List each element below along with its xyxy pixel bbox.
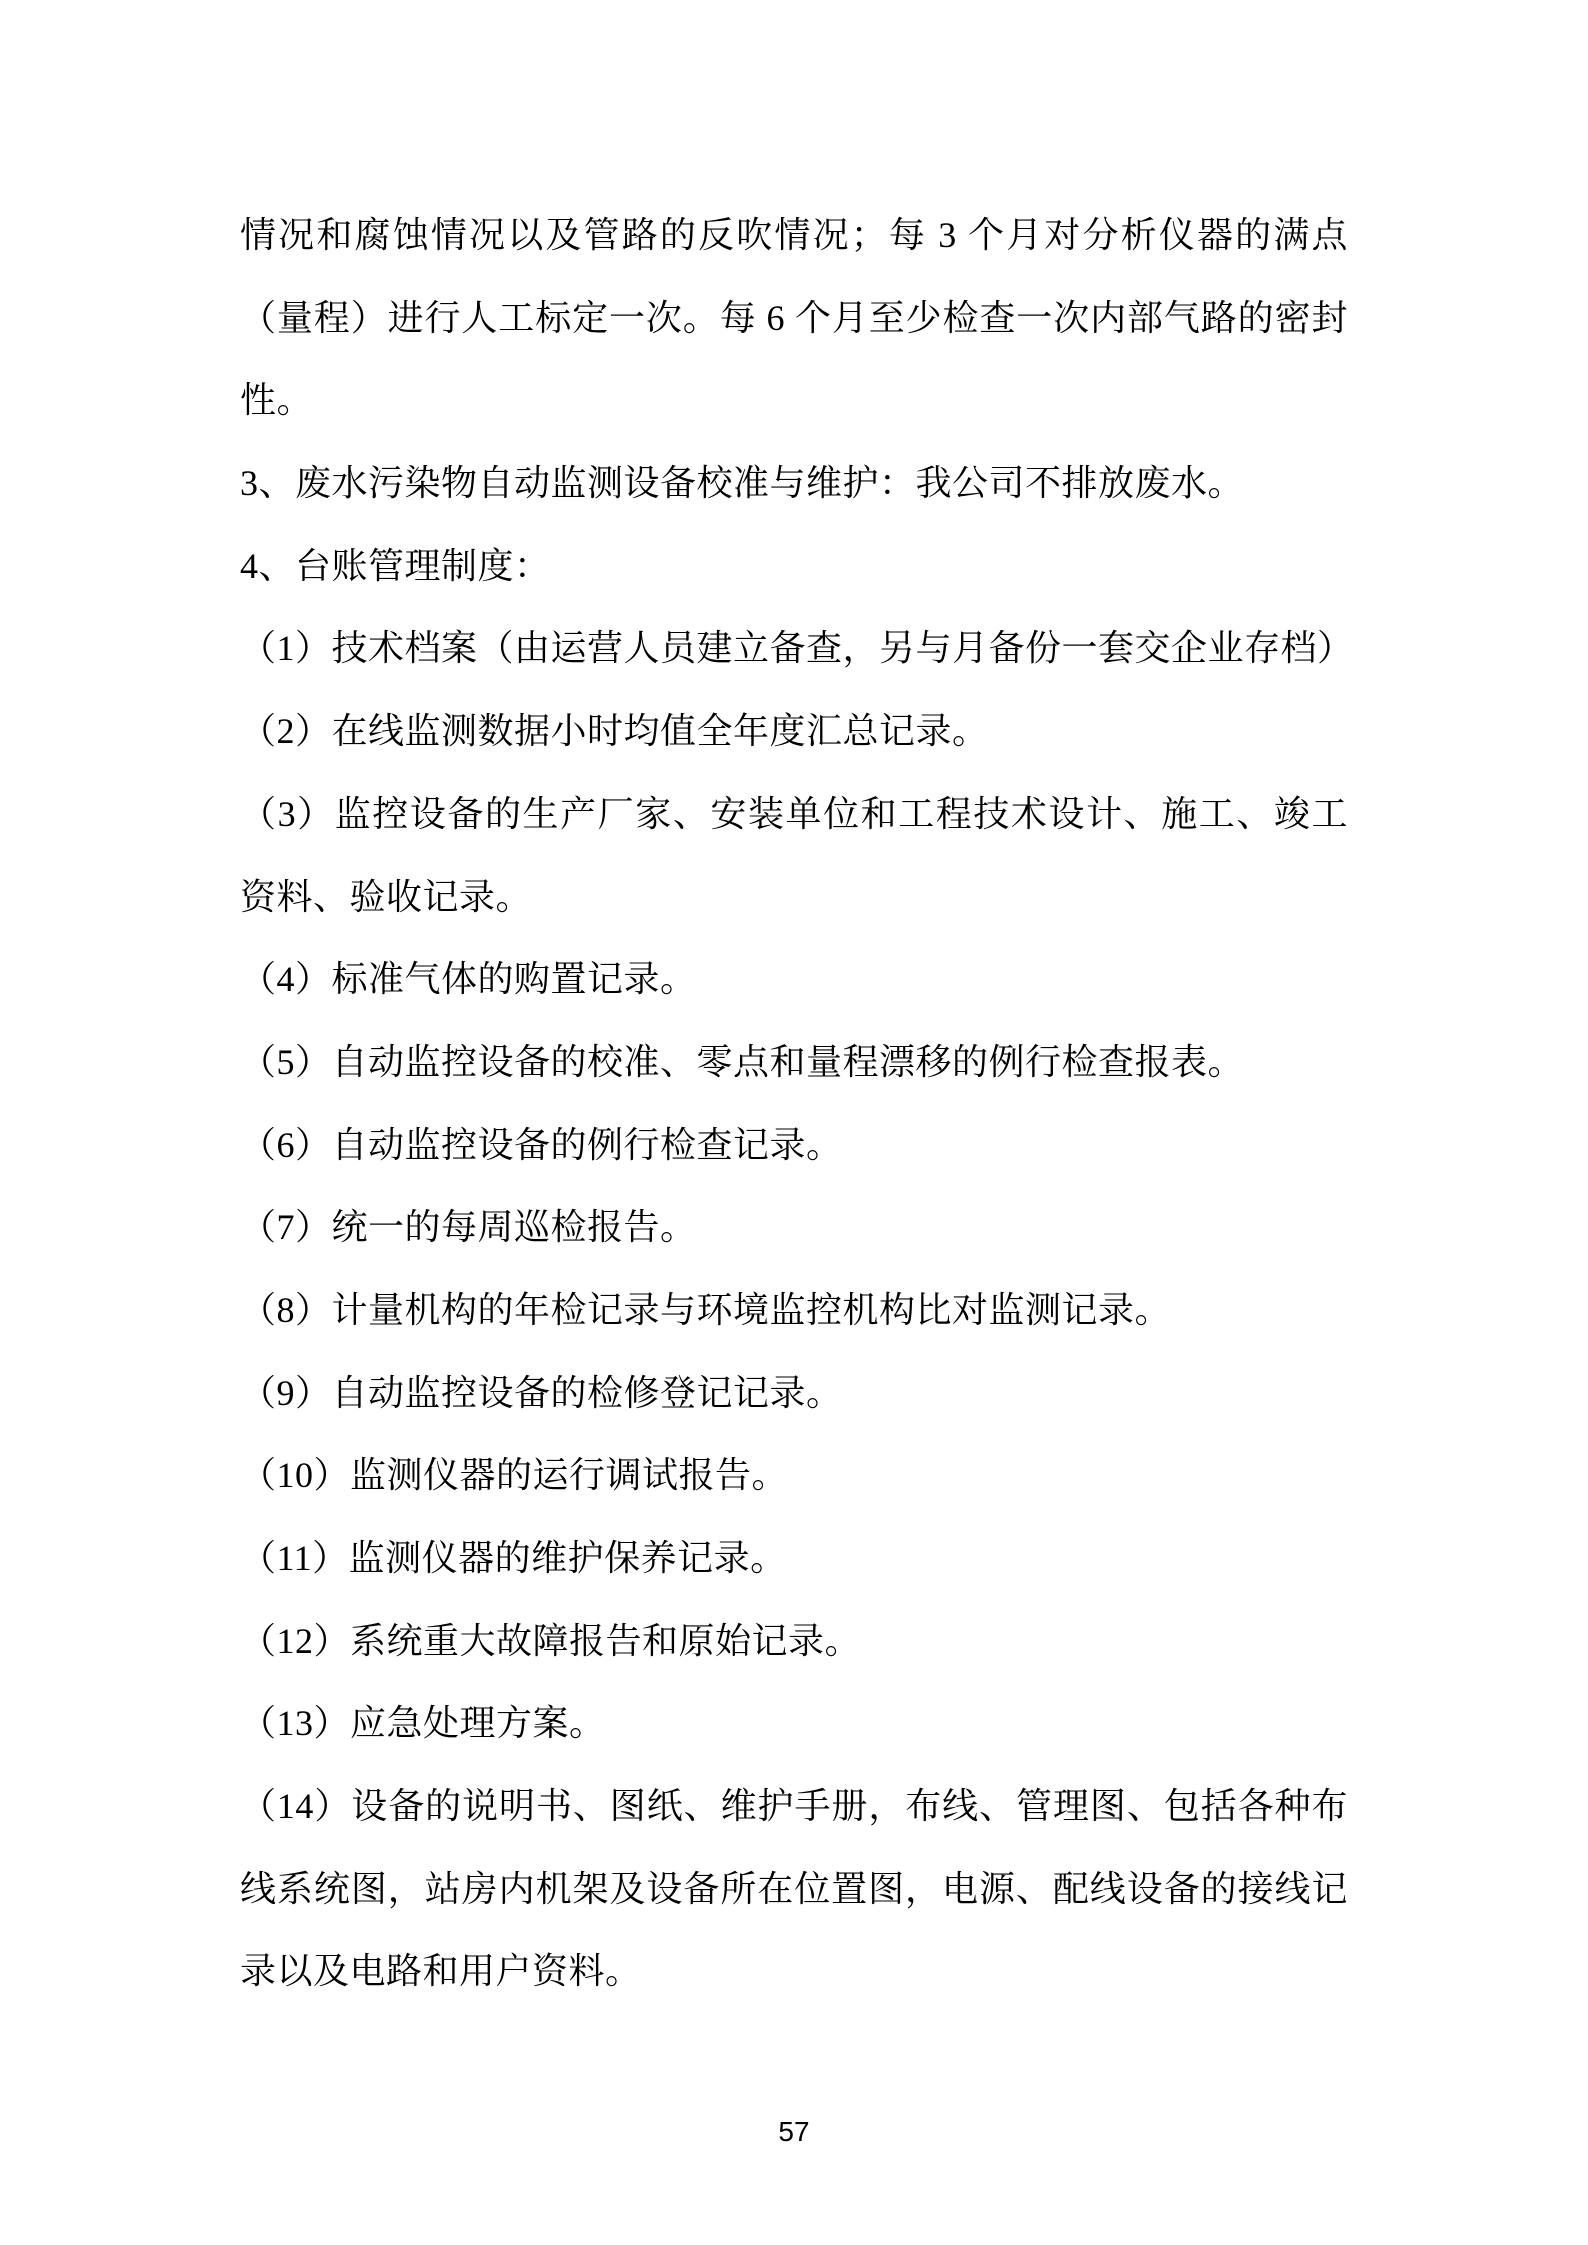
text-line: （3）监控设备的生产厂家、安装单位和工程技术设计、施工、竣工: [240, 793, 1348, 834]
text-line: （11）监测仪器的维护保养记录。: [240, 1538, 787, 1578]
text-line: （量程）进行人工标定一次。每 6 个月至少检查一次内部气路的密封: [240, 297, 1348, 338]
text-line: （4）标准气体的购置记录。: [240, 959, 697, 1000]
text-line: 性。: [240, 380, 314, 421]
text-line: （8）计量机构的年检记录与环境监控机构比对监测记录。: [240, 1289, 1172, 1330]
text-line: 情况和腐蚀情况以及管路的反吹情况；每 3 个月对分析仪器的满点: [240, 215, 1348, 255]
document-body: [240, 194, 1354, 2013]
text-line: （5）自动监控设备的校准、零点和量程漂移的例行检查报表。: [240, 1041, 1245, 1082]
text-line: （2）在线监测数据小时均值全年度汇总记录。: [240, 711, 989, 752]
text-line: （6）自动监控设备的例行检查记录。: [240, 1124, 843, 1165]
text-line: （10）监测仪器的运行调试报告。: [240, 1455, 789, 1496]
page-number: 57: [778, 2116, 810, 2147]
text-line: （14）设备的说明书、图纸、维护手册，布线、管理图、包括各种布: [240, 1786, 1348, 1827]
text-line: 录以及电路和用户资料。: [240, 1951, 642, 1992]
text-line: （1）技术档案（由运营人员建立备查，另与月备份一套交企业存档）: [240, 628, 1354, 669]
text-line: （9）自动监控设备的检修登记记录。: [240, 1372, 843, 1413]
text-line: 资料、验收记录。: [240, 876, 533, 917]
text-line: （7）统一的每周巡检报告。: [240, 1207, 697, 1248]
text-line: 线系统图，站房内机架及设备所在位置图，电源、配线设备的接线记: [240, 1868, 1348, 1909]
text-line: 4、台账管理制度：: [240, 545, 551, 586]
text-line: （13）应急处理方案。: [240, 1703, 606, 1744]
text-line: （12）系统重大故障报告和原始记录。: [240, 1620, 862, 1661]
text-line: 3、废水污染物自动监测设备校准与维护：我公司不排放废水。: [240, 463, 1245, 504]
